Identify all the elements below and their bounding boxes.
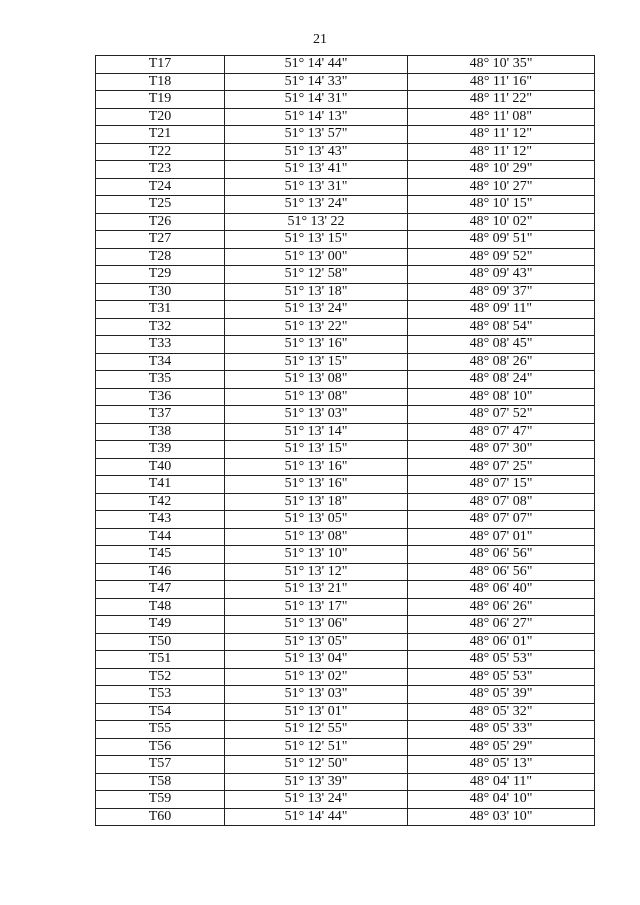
table-row (96, 633, 595, 651)
latitude-cell: 51° 13' 16" (225, 476, 408, 494)
latitude-cell: 51° 12' 55" (225, 721, 408, 739)
latitude-cell: 51° 13' 06" (225, 616, 408, 634)
page-number: 21 (313, 32, 327, 47)
table-row (96, 598, 595, 616)
longitude-cell: 48° 06' 40" (408, 581, 595, 599)
table-row (96, 738, 595, 756)
latitude-cell: 51° 14' 44" (225, 56, 408, 74)
table-row (96, 283, 595, 301)
point-id-cell: T19 (96, 91, 225, 109)
latitude-cell: 51° 13' 05" (225, 511, 408, 529)
point-id-cell: T17 (96, 56, 225, 74)
latitude-cell: 51° 13' 04" (225, 651, 408, 669)
point-id-cell: T20 (96, 108, 225, 126)
table-row (96, 336, 595, 354)
latitude-cell: 51° 13' 15" (225, 353, 408, 371)
longitude-cell: 48° 08' 26" (408, 353, 595, 371)
latitude-cell: 51° 13' 43" (225, 143, 408, 161)
table-row (96, 546, 595, 564)
longitude-cell: 48° 06' 56" (408, 546, 595, 564)
latitude-cell: 51° 13' 18" (225, 283, 408, 301)
latitude-cell: 51° 13' 12" (225, 563, 408, 581)
table-row (96, 371, 595, 389)
latitude-cell: 51° 13' 22" (225, 318, 408, 336)
point-id-cell: T34 (96, 353, 225, 371)
point-id-cell: T24 (96, 178, 225, 196)
latitude-cell: 51° 13' 24" (225, 196, 408, 214)
point-id-cell: T22 (96, 143, 225, 161)
latitude-cell: 51° 13' 10" (225, 546, 408, 564)
point-id-cell: T49 (96, 616, 225, 634)
latitude-cell: 51° 13' 00" (225, 248, 408, 266)
longitude-cell: 48° 08' 10" (408, 388, 595, 406)
table-row (96, 266, 595, 284)
point-id-cell: T42 (96, 493, 225, 511)
longitude-cell: 48° 10' 02" (408, 213, 595, 231)
point-id-cell: T31 (96, 301, 225, 319)
table-row (96, 213, 595, 231)
table-row (96, 756, 595, 774)
table-row (96, 231, 595, 249)
longitude-cell: 48° 03' 10" (408, 808, 595, 826)
table-row (96, 73, 595, 91)
latitude-cell: 51° 13' 14" (225, 423, 408, 441)
point-id-cell: T47 (96, 581, 225, 599)
latitude-cell: 51° 13' 15" (225, 441, 408, 459)
longitude-cell: 48° 05' 53" (408, 651, 595, 669)
point-id-cell: T45 (96, 546, 225, 564)
coordinates-table-body (96, 56, 595, 826)
table-row (96, 616, 595, 634)
table-row (96, 721, 595, 739)
point-id-cell: T26 (96, 213, 225, 231)
longitude-cell: 48° 05' 33" (408, 721, 595, 739)
point-id-cell: T50 (96, 633, 225, 651)
latitude-cell: 51° 13' 17" (225, 598, 408, 616)
longitude-cell: 48° 05' 13" (408, 756, 595, 774)
longitude-cell: 48° 11' 08" (408, 108, 595, 126)
longitude-cell: 48° 09' 51" (408, 231, 595, 249)
longitude-cell: 48° 07' 25" (408, 458, 595, 476)
latitude-cell: 51° 12' 50" (225, 756, 408, 774)
table-row (96, 161, 595, 179)
table-row (96, 126, 595, 144)
latitude-cell: 51° 13' 05" (225, 633, 408, 651)
table-row (96, 511, 595, 529)
longitude-cell: 48° 09' 52" (408, 248, 595, 266)
latitude-cell: 51° 13' 16" (225, 336, 408, 354)
table-row (96, 651, 595, 669)
point-id-cell: T57 (96, 756, 225, 774)
point-id-cell: T29 (96, 266, 225, 284)
latitude-cell: 51° 13' 21" (225, 581, 408, 599)
point-id-cell: T28 (96, 248, 225, 266)
table-row (96, 686, 595, 704)
latitude-cell: 51° 13' 01" (225, 703, 408, 721)
latitude-cell: 51° 13' 16" (225, 458, 408, 476)
longitude-cell: 48° 09' 11" (408, 301, 595, 319)
point-id-cell: T35 (96, 371, 225, 389)
longitude-cell: 48° 07' 30" (408, 441, 595, 459)
table-row (96, 406, 595, 424)
longitude-cell: 48° 05' 53" (408, 668, 595, 686)
point-id-cell: T54 (96, 703, 225, 721)
latitude-cell: 51° 13' 41" (225, 161, 408, 179)
latitude-cell: 51° 14' 31" (225, 91, 408, 109)
longitude-cell: 48° 05' 39" (408, 686, 595, 704)
point-id-cell: T30 (96, 283, 225, 301)
point-id-cell: T44 (96, 528, 225, 546)
table-row (96, 108, 595, 126)
latitude-cell: 51° 13' 15" (225, 231, 408, 249)
point-id-cell: T51 (96, 651, 225, 669)
point-id-cell: T25 (96, 196, 225, 214)
longitude-cell: 48° 10' 35" (408, 56, 595, 74)
table-row (96, 493, 595, 511)
longitude-cell: 48° 06' 27" (408, 616, 595, 634)
point-id-cell: T37 (96, 406, 225, 424)
point-id-cell: T38 (96, 423, 225, 441)
point-id-cell: T32 (96, 318, 225, 336)
longitude-cell: 48° 07' 08" (408, 493, 595, 511)
table-row (96, 773, 595, 791)
point-id-cell: T27 (96, 231, 225, 249)
table-row (96, 476, 595, 494)
latitude-cell: 51° 13' 24" (225, 791, 408, 809)
table-row (96, 196, 595, 214)
longitude-cell: 48° 09' 37" (408, 283, 595, 301)
table-row (96, 668, 595, 686)
longitude-cell: 48° 11' 16" (408, 73, 595, 91)
longitude-cell: 48° 04' 10" (408, 791, 595, 809)
table-row (96, 388, 595, 406)
longitude-cell: 48° 11' 12" (408, 143, 595, 161)
longitude-cell: 48° 11' 22" (408, 91, 595, 109)
point-id-cell: T39 (96, 441, 225, 459)
longitude-cell: 48° 10' 29" (408, 161, 595, 179)
table-row (96, 248, 595, 266)
longitude-cell: 48° 09' 43" (408, 266, 595, 284)
table-row (96, 581, 595, 599)
table-row (96, 178, 595, 196)
table-row (96, 563, 595, 581)
point-id-cell: T23 (96, 161, 225, 179)
table-row (96, 91, 595, 109)
point-id-cell: T43 (96, 511, 225, 529)
point-id-cell: T55 (96, 721, 225, 739)
longitude-cell: 48° 07' 07" (408, 511, 595, 529)
latitude-cell: 51° 13' 08" (225, 388, 408, 406)
point-id-cell: T60 (96, 808, 225, 826)
latitude-cell: 51° 13' 08" (225, 528, 408, 546)
point-id-cell: T21 (96, 126, 225, 144)
point-id-cell: T41 (96, 476, 225, 494)
point-id-cell: T52 (96, 668, 225, 686)
latitude-cell: 51° 12' 51" (225, 738, 408, 756)
longitude-cell: 48° 06' 26" (408, 598, 595, 616)
table-row (96, 353, 595, 371)
latitude-cell: 51° 13' 02" (225, 668, 408, 686)
latitude-cell: 51° 13' 18" (225, 493, 408, 511)
longitude-cell: 48° 07' 15" (408, 476, 595, 494)
point-id-cell: T46 (96, 563, 225, 581)
table-row (96, 423, 595, 441)
longitude-cell: 48° 05' 29" (408, 738, 595, 756)
latitude-cell: 51° 14' 33" (225, 73, 408, 91)
point-id-cell: T48 (96, 598, 225, 616)
table-row (96, 143, 595, 161)
latitude-cell: 51° 13' 03" (225, 406, 408, 424)
longitude-cell: 48° 07' 52" (408, 406, 595, 424)
point-id-cell: T59 (96, 791, 225, 809)
longitude-cell: 48° 10' 15" (408, 196, 595, 214)
longitude-cell: 48° 06' 01" (408, 633, 595, 651)
table-row (96, 791, 595, 809)
longitude-cell: 48° 06' 56" (408, 563, 595, 581)
latitude-cell: 51° 14' 13" (225, 108, 408, 126)
latitude-cell: 51° 13' 39" (225, 773, 408, 791)
point-id-cell: T33 (96, 336, 225, 354)
longitude-cell: 48° 04' 11" (408, 773, 595, 791)
latitude-cell: 51° 13' 03" (225, 686, 408, 704)
longitude-cell: 48° 10' 27" (408, 178, 595, 196)
longitude-cell: 48° 08' 45" (408, 336, 595, 354)
longitude-cell: 48° 08' 54" (408, 318, 595, 336)
latitude-cell: 51° 14' 44" (225, 808, 408, 826)
point-id-cell: T53 (96, 686, 225, 704)
longitude-cell: 48° 08' 24" (408, 371, 595, 389)
longitude-cell: 48° 07' 01" (408, 528, 595, 546)
coordinates-table (95, 55, 595, 826)
latitude-cell: 51° 12' 58" (225, 266, 408, 284)
latitude-cell: 51° 13' 57" (225, 126, 408, 144)
longitude-cell: 48° 07' 47" (408, 423, 595, 441)
point-id-cell: T18 (96, 73, 225, 91)
latitude-cell: 51° 13' 24" (225, 301, 408, 319)
point-id-cell: T58 (96, 773, 225, 791)
longitude-cell: 48° 11' 12" (408, 126, 595, 144)
table-row (96, 301, 595, 319)
latitude-cell: 51° 13' 22 (225, 213, 408, 231)
table-row (96, 458, 595, 476)
longitude-cell: 48° 05' 32" (408, 703, 595, 721)
point-id-cell: T56 (96, 738, 225, 756)
point-id-cell: T36 (96, 388, 225, 406)
table-row (96, 318, 595, 336)
table-row (96, 808, 595, 826)
table-row (96, 528, 595, 546)
point-id-cell: T40 (96, 458, 225, 476)
table-row (96, 56, 595, 74)
latitude-cell: 51° 13' 31" (225, 178, 408, 196)
table-row (96, 441, 595, 459)
latitude-cell: 51° 13' 08" (225, 371, 408, 389)
table-row (96, 703, 595, 721)
